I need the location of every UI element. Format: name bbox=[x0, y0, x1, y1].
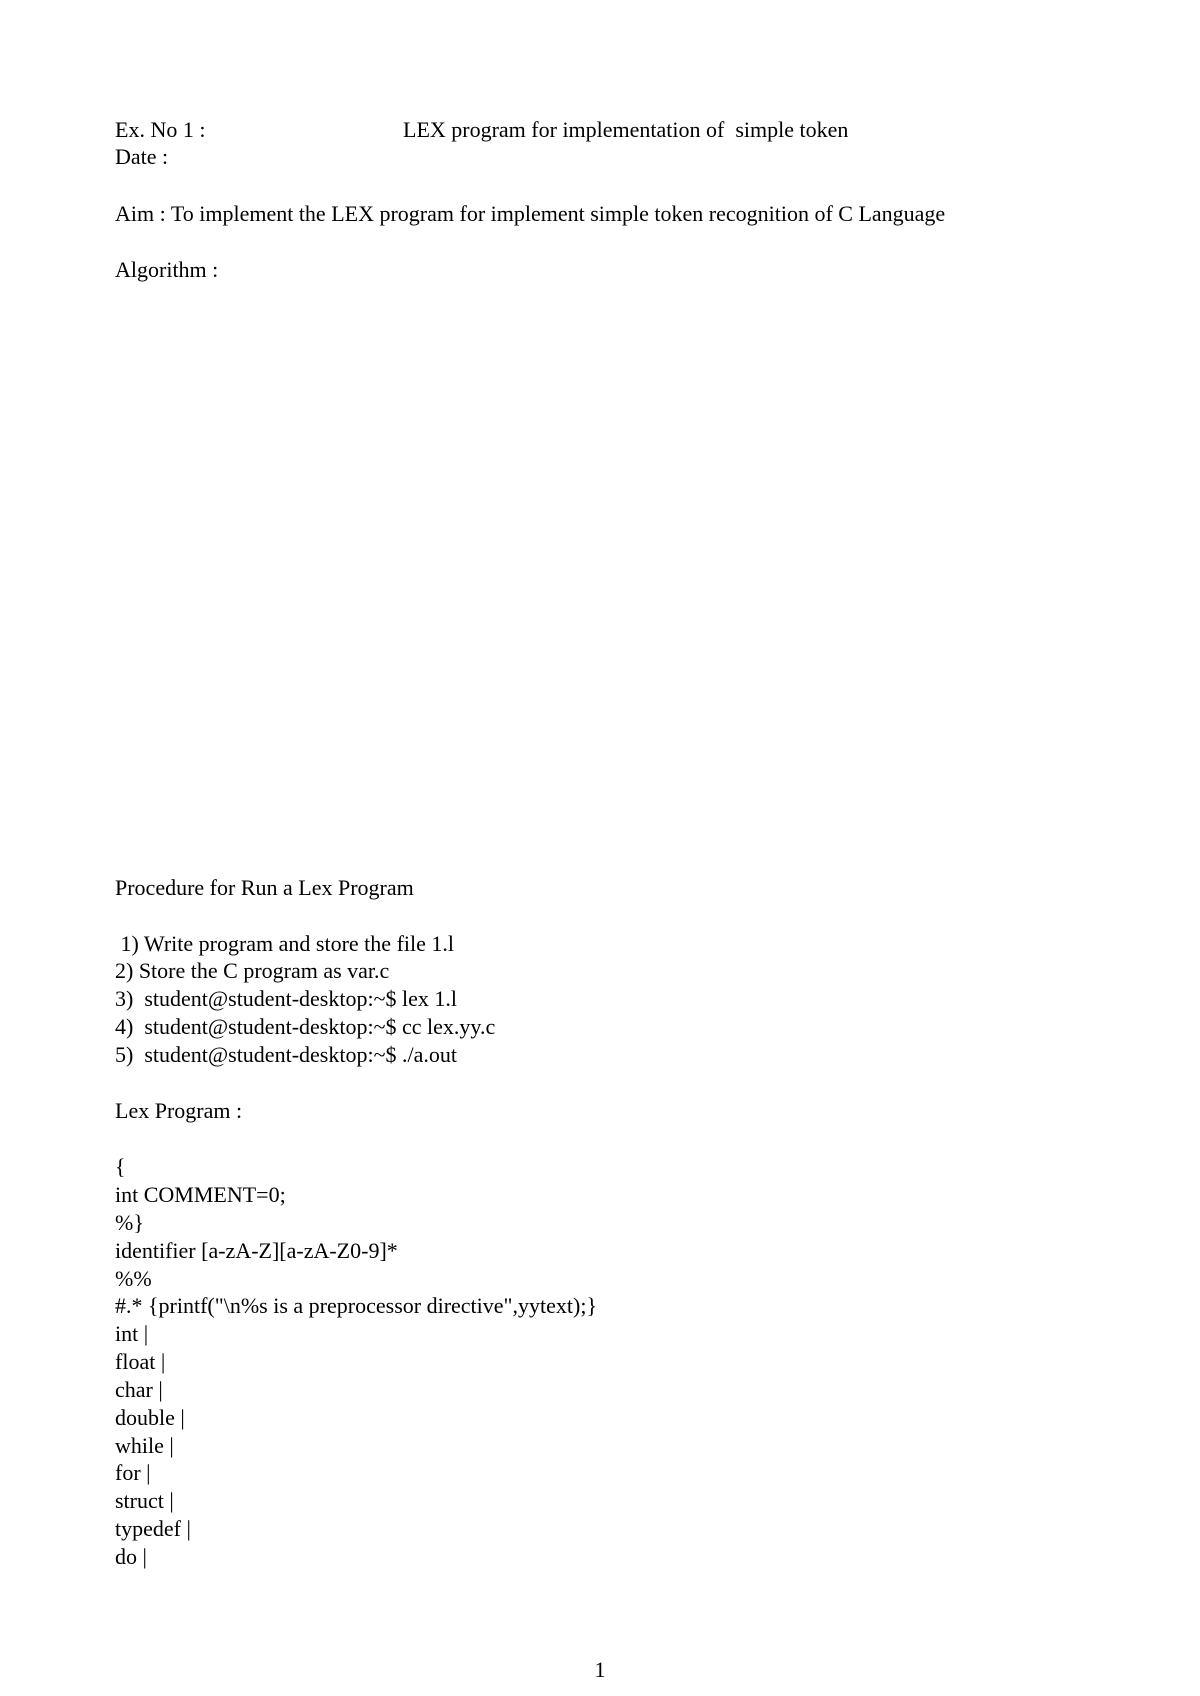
code-line: int COMMENT=0; bbox=[115, 1182, 286, 1207]
procedure-step: 4) student@student-desktop:~$ cc lex.yy.c bbox=[115, 1014, 496, 1039]
procedure-step: 3) student@student-desktop:~$ lex 1.l bbox=[115, 986, 457, 1011]
procedure-step: 5) student@student-desktop:~$ ./a.out bbox=[115, 1042, 457, 1067]
code-line: %% bbox=[115, 1266, 152, 1291]
exercise-title: LEX program for implementation of simple token bbox=[403, 117, 849, 142]
date-label: Date : bbox=[115, 144, 169, 169]
code-line: while | bbox=[115, 1433, 174, 1458]
code-line: %} bbox=[115, 1210, 144, 1235]
code-line: for | bbox=[115, 1460, 151, 1485]
procedure-step: 2) Store the C program as var.c bbox=[115, 958, 390, 983]
code-line: float | bbox=[115, 1349, 166, 1374]
page-number: 1 bbox=[594, 1657, 606, 1682]
procedure-heading: Procedure for Run a Lex Program bbox=[115, 875, 414, 900]
exercise-number: Ex. No 1 : bbox=[115, 117, 206, 142]
code-line: int | bbox=[115, 1321, 149, 1346]
lex-program-label: Lex Program : bbox=[115, 1098, 243, 1123]
code-line: struct | bbox=[115, 1488, 174, 1513]
aim-text: Aim : To implement the LEX program for implement simple token recognition of C Language bbox=[115, 201, 946, 226]
algorithm-label: Algorithm : bbox=[115, 257, 219, 282]
code-line: identifier [a-zA-Z][a-zA-Z0-9]* bbox=[115, 1238, 398, 1263]
code-line: double | bbox=[115, 1405, 185, 1430]
procedure-step: 1) Write program and store the file 1.l bbox=[115, 931, 454, 956]
code-line: typedef | bbox=[115, 1516, 191, 1541]
code-line: #.* {printf("\n%s is a preprocessor directive",yytext);} bbox=[115, 1293, 598, 1318]
code-line: { bbox=[115, 1154, 126, 1179]
code-line: do | bbox=[115, 1544, 147, 1569]
code-line: char | bbox=[115, 1377, 163, 1402]
